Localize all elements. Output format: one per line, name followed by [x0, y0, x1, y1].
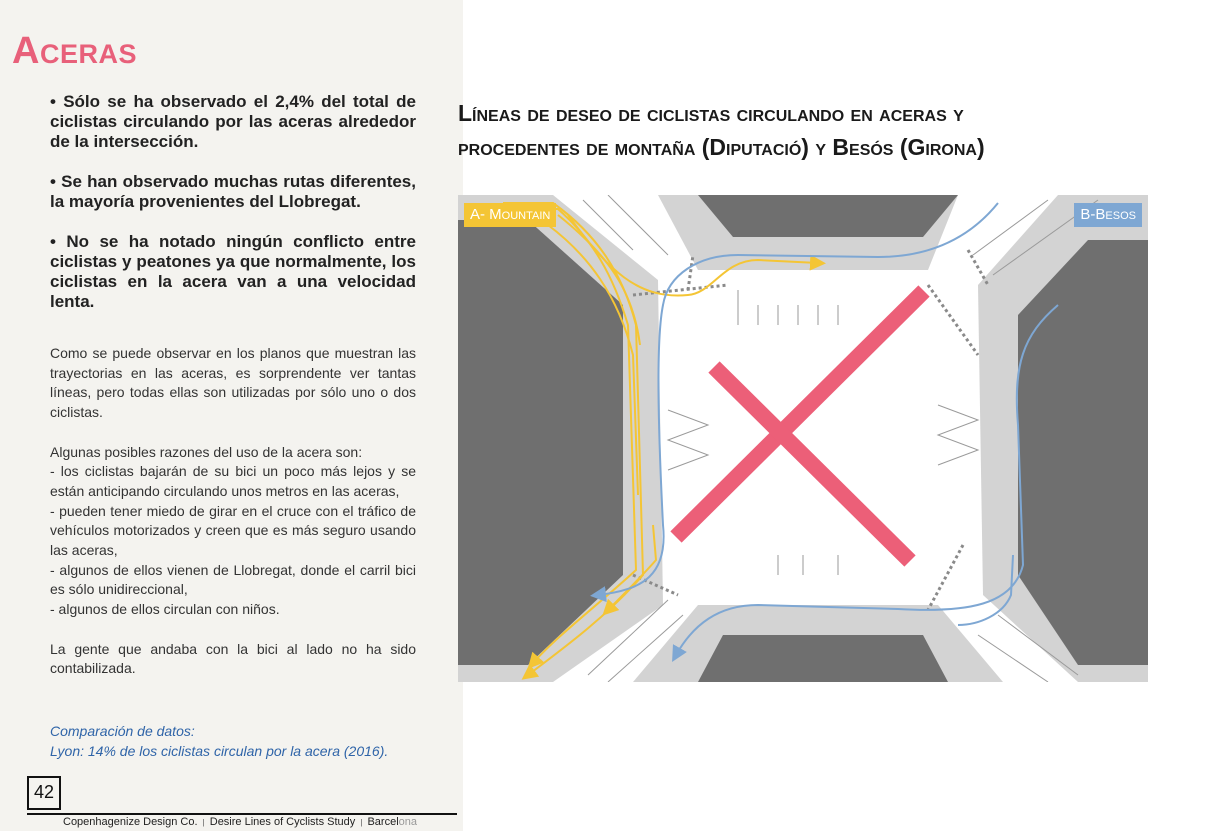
- map-title: [458, 96, 1158, 164]
- building-block-south: [698, 635, 948, 682]
- map-title-line: procedentes de montaña (Diputació) y Besós (Girona): [458, 134, 985, 160]
- map-label-besos: B-Besos: [1074, 203, 1142, 227]
- building-block-north: [698, 195, 958, 237]
- footer-company: Copenhagenize Design Co.: [63, 816, 198, 828]
- reason-item: - pueden tener miedo de girar en el cruce con el tráfico de vehículos motorizados y creen que es más seguro usando las aceras,: [50, 502, 416, 559]
- footer-separator: |: [202, 818, 205, 827]
- reason-item: - algunos de ellos vienen de Llobregat, donde el carril bici es sólo unidireccional,: [50, 561, 416, 598]
- map-label-mountain: A- Mountain: [464, 203, 556, 227]
- bullet-list: [50, 92, 416, 332]
- bullet-point: • No se ha notado ningún conflicto entre ciclistas y peatones ya que normalmente, los ciclistas en la acera van a una velocidad lenta.: [50, 232, 416, 311]
- comparison-heading: Comparación de datos:: [50, 723, 195, 739]
- data-comparison: [50, 722, 420, 761]
- footer-city-faded: ona: [398, 816, 417, 828]
- section-title: Aceras: [12, 30, 137, 72]
- left-text-panel: [0, 0, 463, 831]
- intersection-map-svg: [458, 195, 1148, 682]
- footer-city: Barcel: [367, 816, 399, 828]
- page-number: 42: [27, 776, 61, 810]
- reason-item: - los ciclistas bajarán de su bici un poco más lejos y se están anticipando circulando unos metros en las aceras,: [50, 463, 416, 499]
- reasons-intro: Algunas posibles razones del uso de la acera son:: [50, 443, 363, 460]
- body-paragraph: Como se puede observar en los planos que muestran las trayectorias en las aceras, es sorprendente ver tantas líneas, pero todas ellas son utilizadas por sólo uno o dos ciclistas.: [50, 345, 416, 421]
- footer-study: Desire Lines of Cyclists Study: [209, 816, 356, 828]
- building-block-west: [458, 220, 623, 665]
- footer: [63, 815, 417, 830]
- map-title-line: Líneas de deseo de ciclistas circulando en aceras y: [458, 100, 964, 126]
- footer-separator: |: [360, 818, 363, 827]
- body-paragraph: La gente que andaba con la bici al lado no ha sido contabilizada.: [50, 640, 416, 677]
- bullet-point: • Sólo se ha observado el 2,4% del total de ciclistas circulando por las aceras alrededor de la intersección.: [50, 92, 416, 151]
- reasons-paragraph: [50, 443, 416, 620]
- reason-item: - algunos de ellos circulan con niños.: [50, 601, 280, 618]
- body-text: [50, 344, 416, 679]
- comparison-text: Lyon: 14% de los ciclistas circulan por la acera (2016).: [50, 742, 389, 759]
- bullet-point: • Se han observado muchas rutas diferentes, la mayoría provenientes del Llobregat.: [50, 172, 416, 211]
- building-block-east: [1018, 240, 1148, 665]
- intersection-map: [458, 195, 1148, 682]
